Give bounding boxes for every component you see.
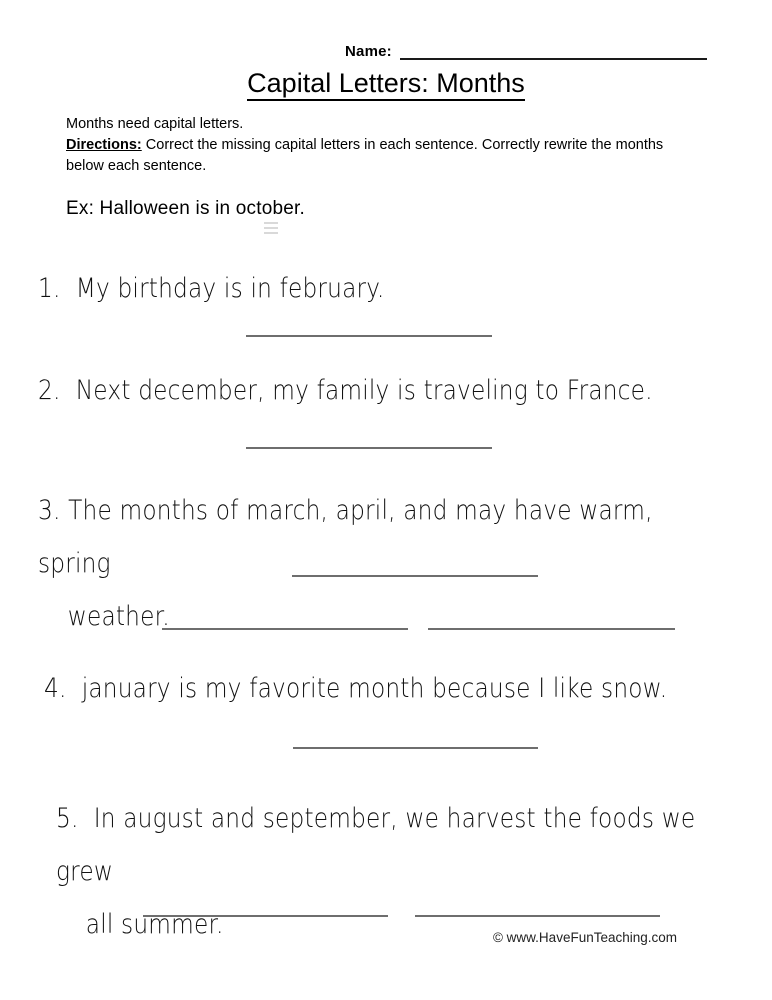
directions-label: Directions: xyxy=(66,137,142,153)
question-4-sentence: 4. january is my favorite month because I like snow. xyxy=(44,672,668,704)
footer-copyright: © www.HaveFunTeaching.com xyxy=(492,930,678,945)
name-field-row xyxy=(345,44,707,60)
instructions-line-1: Months need capital letters. xyxy=(66,116,244,132)
page-title-text: Capital Letters: Months xyxy=(247,68,525,101)
question-5-line-2: all summer. xyxy=(85,908,224,940)
question-4-answer-blank[interactable] xyxy=(293,747,538,749)
question-3-sentence xyxy=(38,484,695,643)
question-3-answer-blank-1[interactable] xyxy=(292,575,538,577)
question-3-answer-blank-2[interactable] xyxy=(162,628,408,630)
question-5-sentence xyxy=(56,792,713,951)
question-3-line-1: 3. The months of march, april, and may have warm, spring xyxy=(38,494,661,579)
directions-paragraph xyxy=(66,135,666,177)
question-1-sentence: 1. My birthday is in february. xyxy=(38,272,385,304)
name-label: Name: xyxy=(345,43,392,60)
question-2-sentence: 2. Next december, my family is traveling to France. xyxy=(38,374,653,406)
faint-triple-line-artifact-icon xyxy=(264,222,278,237)
question-5-line-1: 5. In august and september, we harvest the foods we grew xyxy=(56,802,703,887)
question-5-answer-blank-1[interactable] xyxy=(143,915,388,917)
question-1-answer-blank[interactable] xyxy=(246,335,492,337)
page-title xyxy=(0,68,772,99)
name-input-blank[interactable] xyxy=(400,44,707,60)
instructions-block xyxy=(66,114,666,177)
question-5-answer-blank-2[interactable] xyxy=(415,915,660,917)
question-3-line-2: weather. xyxy=(67,600,170,632)
question-2-answer-blank[interactable] xyxy=(246,447,492,449)
example-sentence: Ex: Halloween is in october. xyxy=(66,198,305,219)
directions-text: Correct the missing capital letters in each sentence. Correctly rewrite the months below each sentence. xyxy=(66,137,664,174)
question-3-answer-blank-3[interactable] xyxy=(428,628,675,630)
